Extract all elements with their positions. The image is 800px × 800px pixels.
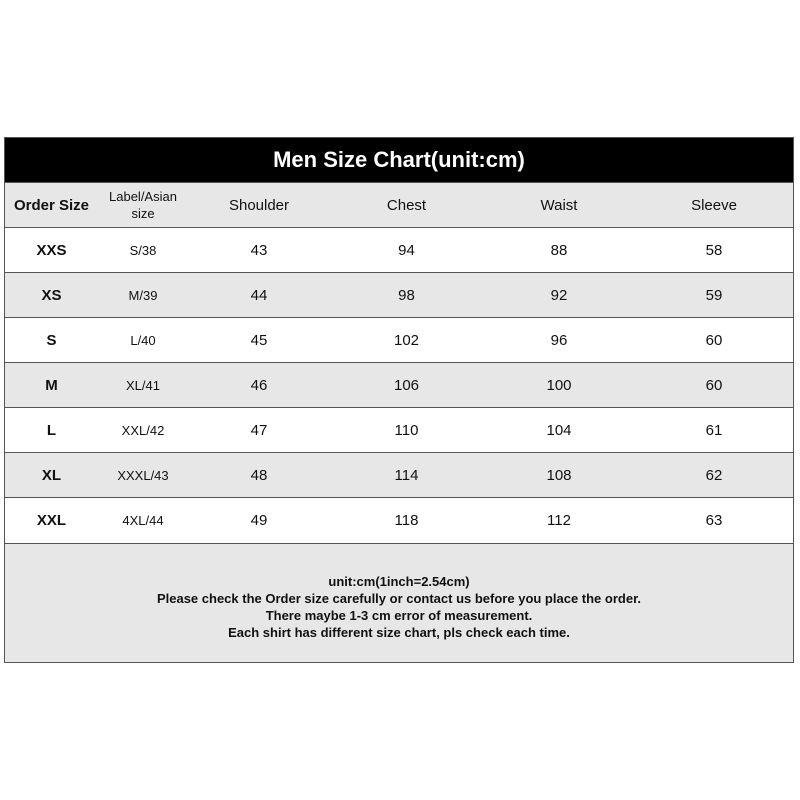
- measurement-error-note: There maybe 1-3 cm error of measurement.: [265, 607, 533, 623]
- label-size-cell: 4XL/44: [98, 498, 188, 543]
- table-row: [5, 453, 793, 498]
- shoulder-header: Shoulder: [188, 183, 330, 228]
- waist-cell: 104: [483, 408, 635, 453]
- waist-cell: 100: [483, 363, 635, 408]
- label-asian-header-line2: size: [131, 206, 155, 221]
- label-size-cell: S/38: [98, 228, 188, 273]
- size-chart: [4, 137, 794, 663]
- waist-cell: 108: [483, 453, 635, 498]
- label-size-cell: XXL/42: [98, 408, 188, 453]
- table-row: [5, 498, 793, 543]
- label-asian-header-line1: Label/Asian: [109, 189, 177, 204]
- shoulder-cell: 46: [188, 363, 330, 408]
- chest-cell: 98: [330, 273, 483, 318]
- header-row: [5, 183, 793, 228]
- shoulder-cell: 43: [188, 228, 330, 273]
- chest-cell: 114: [330, 453, 483, 498]
- table-row: [5, 228, 793, 273]
- chest-cell: 94: [330, 228, 483, 273]
- label-size-cell: L/40: [98, 318, 188, 363]
- sleeve-cell: 58: [635, 228, 793, 273]
- shoulder-cell: 45: [188, 318, 330, 363]
- label-asian-size-header: [98, 183, 188, 228]
- shoulder-cell: 44: [188, 273, 330, 318]
- table-row: [5, 408, 793, 453]
- waist-cell: 88: [483, 228, 635, 273]
- sleeve-cell: 63: [635, 498, 793, 543]
- order-size-cell: L: [5, 408, 98, 453]
- size-table: [5, 182, 793, 543]
- waist-header: Waist: [483, 183, 635, 228]
- order-size-cell: XS: [5, 273, 98, 318]
- sleeve-cell: 60: [635, 318, 793, 363]
- waist-cell: 112: [483, 498, 635, 543]
- table-row: [5, 318, 793, 363]
- shoulder-cell: 49: [188, 498, 330, 543]
- chest-cell: 118: [330, 498, 483, 543]
- sleeve-header: Sleeve: [635, 183, 793, 228]
- shoulder-cell: 48: [188, 453, 330, 498]
- notes-section: [5, 543, 793, 662]
- shoulder-cell: 47: [188, 408, 330, 453]
- sleeve-cell: 59: [635, 273, 793, 318]
- order-size-header: Order Size: [5, 183, 98, 228]
- table-row: [5, 273, 793, 318]
- order-size-cell: XXS: [5, 228, 98, 273]
- order-size-cell: M: [5, 363, 98, 408]
- chart-title: Men Size Chart(unit:cm): [5, 138, 793, 182]
- table-row: [5, 363, 793, 408]
- unit-note: unit:cm(1inch=2.54cm): [328, 573, 470, 589]
- label-size-cell: XXXL/43: [98, 453, 188, 498]
- chest-header: Chest: [330, 183, 483, 228]
- sleeve-cell: 60: [635, 363, 793, 408]
- label-size-cell: XL/41: [98, 363, 188, 408]
- order-size-note: Please check the Order size carefully or contact us before you place the order.: [156, 590, 642, 606]
- chest-cell: 102: [330, 318, 483, 363]
- waist-cell: 92: [483, 273, 635, 318]
- order-size-cell: S: [5, 318, 98, 363]
- chest-cell: 106: [330, 363, 483, 408]
- order-size-cell: XXL: [5, 498, 98, 543]
- chest-cell: 110: [330, 408, 483, 453]
- size-chart-note: Each shirt has different size chart, pls check each time.: [228, 624, 570, 640]
- order-size-cell: XL: [5, 453, 98, 498]
- sleeve-cell: 61: [635, 408, 793, 453]
- waist-cell: 96: [483, 318, 635, 363]
- sleeve-cell: 62: [635, 453, 793, 498]
- label-size-cell: M/39: [98, 273, 188, 318]
